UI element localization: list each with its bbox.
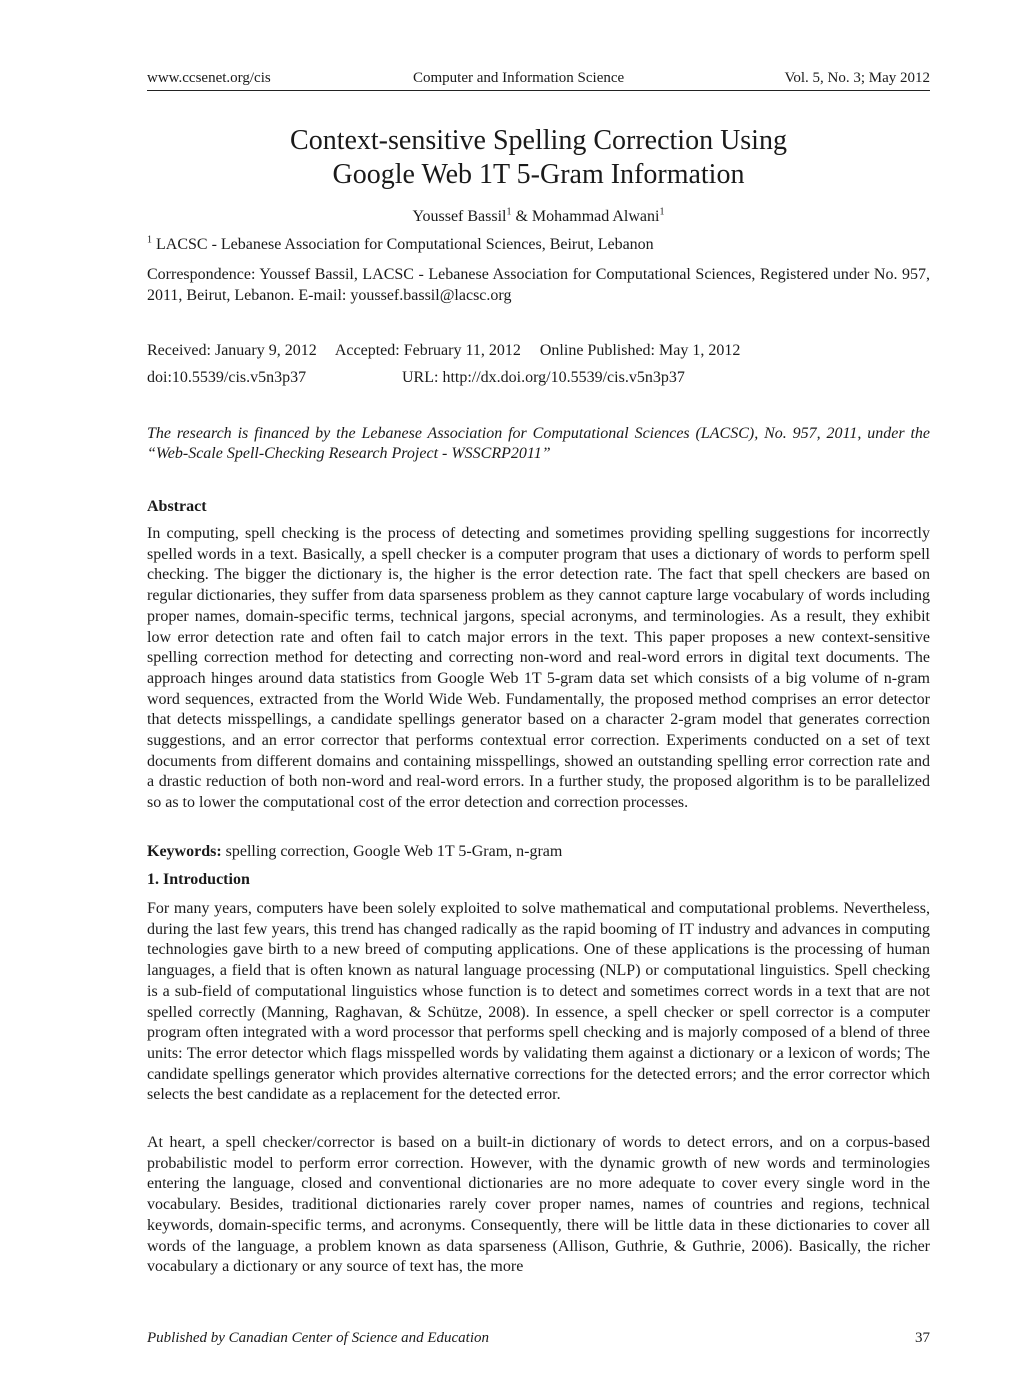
publisher: Published by Canadian Center of Science and Education — [147, 1330, 490, 1346]
running-header — [147, 68, 930, 91]
correspondence: Correspondence: Youssef Bassil, LACSC - Lebanese Association for Computational Sciences, Registered under No. 957, 2011, Beirut, Lebanon. E-mail: youssef.bassil@lacsc.org — [147, 266, 930, 304]
abstract-text: In computing, spell checking is the process of detecting and sometimes providing spelling suggestions for incorrectly spelled words in a text. Basically, a spell checker is a computer program that uses a dictionary of words to perform spell checking. The bigger the dictionary is, the higher is the error detection rate. The fact that spell checkers are based on regular dictionaries, they suffer from data sparseness problem as they cannot capture large vocabulary of words including proper names, domain-specific terms, technical jargons, special acronyms, and terminologies. As a result, they exhibit low error detection rate and often fail to catch major errors in the text. This paper proposes a new context-sensitive spelling correction method for detecting and correcting non-word and real-word errors in digital text documents. The approach hinges around data statistics from Google Web 1T 5-gram data set which consists of a big volume of n-gram word sequences, extracted from the World Wide Web. Fundamentally, the proposed method comprises an error detector that detects misspellings, a candidate spellings generator based on a character 2-gram model that generates correction suggestions, and an error corrector that performs contextual error correction. Experiments conducted on a set of text documents from different domains and containing misspellings, showed an outstanding spelling error correction rate and a drastic reduction of both non-word and real-word errors. In a further study, the proposed algorithm is to be parallelized so as to lower the computational cost of the error detection and correction processes. — [147, 525, 930, 812]
received-date: Received: January 9, 2012 — [147, 342, 317, 359]
accepted-date: Accepted: February 11, 2012 — [334, 342, 521, 359]
paper-title — [147, 124, 930, 192]
doi: doi:10.5539/cis.v5n3p37 — [147, 369, 307, 386]
title-line-1: Context-sensitive Spelling Correction Using — [290, 125, 787, 156]
journal-name: Computer and Information Science — [413, 70, 625, 86]
affiliation — [147, 236, 654, 254]
page-footer — [147, 1330, 930, 1347]
introduction-paragraph-2: At heart, a spell checker/corrector is based on a built-in dictionary of words to detect errors, and on a corpus-based probabilistic model to perform error correction. However, with the dynamic growth of new words and terminologies entering the language, closed and conventional dictionaries are no more adequate to cover every single word in the vocabulary. Besides, traditional dictionaries rarely cover proper names, names of countries and regions, technical keywords, domain-specific terms, and acronyms. Consequently, there will be little data in these dictionaries to cover all words of the language, a problem known as data sparseness (Allison, Guthrie, & Guthrie, 2006). Basically, the richer vocabulary a dictionary or any source of text has, the more — [147, 1134, 930, 1276]
author-list — [147, 208, 930, 226]
title-line-2: Google Web 1T 5-Gram Information — [332, 159, 745, 190]
affiliation-mark: 1 — [147, 234, 152, 246]
author-2-affil-mark: 1 — [659, 206, 665, 218]
introduction-paragraph-1: For many years, computers have been solely exploited to solve mathematical and computational problems. Nevertheless, during the last few years, this trend has changed radically as the rapid booming of IT industry and advances in computing technologies gave birth to a new breed of computing applications. One of these applications is the processing of human languages, a field that is often known as natural language processing (NLP) or computational linguistics. Spell checking is a sub-field of computational linguistics whose function is to detect and sometimes correct words in a text that are not spelled correctly (Manning, Raghavan, & Schütze, 2008). In essence, a spell checker or spell corrector is a computer program often integrated with a word processor that performs spell checking and is majorly composed of a blend of three units: The error detector which flags misspelled words by validating them against a dictionary or a lexicon of words; The candidate spellings generator which provides alternative corrections for the detected errors; and the error corrector which selects the best candidate as a replacement for the detected error. — [147, 900, 930, 1104]
publication-dates — [147, 342, 755, 360]
journal-url: www.ccsenet.org/cis — [147, 70, 271, 86]
section-heading-introduction: 1. Introduction — [147, 871, 250, 888]
author-1-affil-mark: 1 — [506, 206, 512, 218]
keywords — [147, 843, 562, 861]
abstract-heading: Abstract — [147, 498, 207, 515]
keywords-text: spelling correction, Google Web 1T 5-Gram, n-gram — [221, 843, 563, 860]
author-2: & Mohammad Alwani — [515, 208, 660, 225]
published-date: Online Published: May 1, 2012 — [539, 342, 741, 359]
keywords-label: Keywords: — [147, 843, 222, 860]
volume-info: Vol. 5, No. 3; May 2012 — [784, 70, 930, 86]
doi-url[interactable]: URL: http://dx.doi.org/10.5539/cis.v5n3p37 — [402, 369, 685, 386]
doi-line — [147, 369, 685, 387]
author-1: Youssef Bassil — [412, 208, 507, 225]
funding-note: The research is financed by the Lebanese Association for Computational Sciences (LACSC), No. 957, 2011, under the “Web-Scale Spell-Checking Research Project - WSSCRP2011” — [147, 425, 930, 462]
affiliation-text: LACSC - Lebanese Association for Computational Sciences, Beirut, Lebanon — [156, 236, 654, 253]
page-number: 37 — [915, 1330, 930, 1346]
